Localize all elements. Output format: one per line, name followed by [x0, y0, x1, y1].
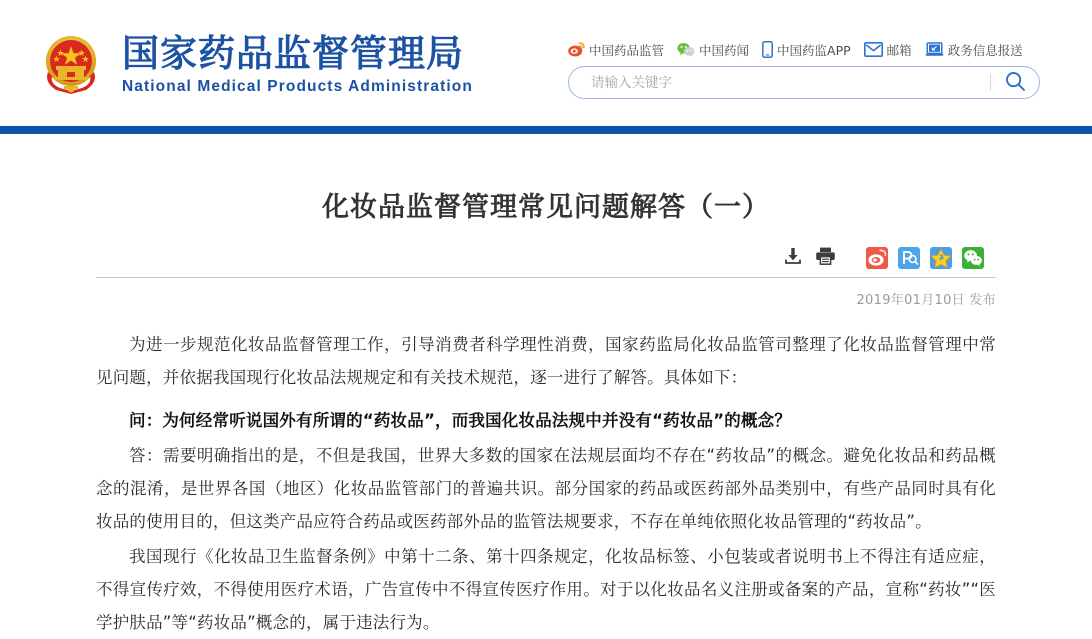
- laptop-report-icon: [925, 42, 944, 60]
- brand-text: [122, 33, 473, 98]
- site-header: [0, 0, 1092, 126]
- article-toolbar: [94, 247, 998, 269]
- topnav-item-gov-report[interactable]: [925, 42, 1023, 60]
- share-favorite-icon[interactable]: [930, 247, 952, 269]
- share-wechat-icon[interactable]: [962, 247, 984, 269]
- top-nav: [568, 41, 1023, 61]
- brand-name-cn: 国家药品监督管理局: [122, 31, 464, 75]
- topnav-item-wechat-news[interactable]: [677, 42, 749, 60]
- download-button[interactable]: [782, 247, 804, 269]
- article-body: [94, 328, 998, 639]
- topnav-label: 政务信息报送: [947, 42, 1023, 58]
- search-input[interactable]: [589, 67, 990, 98]
- search-box[interactable]: [568, 66, 1040, 99]
- search-icon: [1005, 71, 1026, 95]
- download-icon: [783, 246, 803, 271]
- article-paragraph: 答：需要明确指出的是，不但是我国，世界大多数的国家在法规层面均不存在“药妆品”的概念。避免化妆品和药品概念的混淆，是世界各国（地区）化妆品监管部门的普遍共识。部分国家的药品或医药部外品类别中，有些产品同时具有化妆品的使用目的，但这类产品应符合药品或医药部外品的监管法规要求，不存在单纯依照化妆品管理的“药妆品”。: [96, 446, 996, 532]
- page-title: 化妆品监督管理常见问题解答（一）: [322, 192, 770, 224]
- weibo-icon: [568, 42, 585, 60]
- print-icon: [815, 246, 836, 271]
- article: [94, 134, 998, 639]
- brand-name-en: National Medical Products Administration: [122, 78, 473, 96]
- envelope-icon: [864, 42, 883, 60]
- share-qzone-icon[interactable]: [898, 247, 920, 269]
- article-paragraph: 我国现行《化妆品卫生监督条例》中第十二条、第十四条规定，化妆品标签、小包装或者说明书上不得注有适应症，不得宣传疗效，不得使用医疗术语，广告宣传中不得宣传医疗作用。对于以化妆品名义注册或备案的产品，宣称“药妆”“医学护肤品”等“药妆品”概念的，属于违法行为。: [96, 547, 996, 633]
- search-button[interactable]: [991, 67, 1039, 98]
- site-brand[interactable]: [34, 28, 473, 102]
- mobile-app-icon: [762, 41, 773, 61]
- header-blue-bar: [0, 126, 1092, 134]
- publish-date: 2019年01月10日 发布: [856, 293, 996, 309]
- topnav-item-mail[interactable]: [864, 42, 912, 60]
- main-content: [0, 134, 1092, 639]
- article-question: 问：为何经常听说国外有所谓的“药妆品”，而我国化妆品法规中并没有“药妆品”的概念？: [129, 411, 792, 431]
- topnav-item-weibo[interactable]: [568, 42, 664, 60]
- topnav-item-app[interactable]: [762, 41, 851, 61]
- print-button[interactable]: [814, 247, 836, 269]
- topnav-label: 中国药监APP: [777, 42, 851, 58]
- share-weibo-icon[interactable]: [866, 247, 888, 269]
- china-national-emblem: [34, 28, 108, 102]
- wechat-icon: [677, 42, 695, 60]
- topnav-label: 邮箱: [886, 42, 912, 58]
- article-paragraph: 为进一步规范化妆品监督管理工作，引导消费者科学理性消费，国家药监局化妆品监管司整理了化妆品监督管理中常见问题，并依据我国现行化妆品法规规定和有关技术规范，逐一进行了解答。具体如下：: [96, 335, 996, 388]
- topnav-label: 中国药闻: [699, 42, 750, 58]
- article-divider: [96, 277, 996, 278]
- topnav-label: 中国药品监管: [589, 42, 665, 58]
